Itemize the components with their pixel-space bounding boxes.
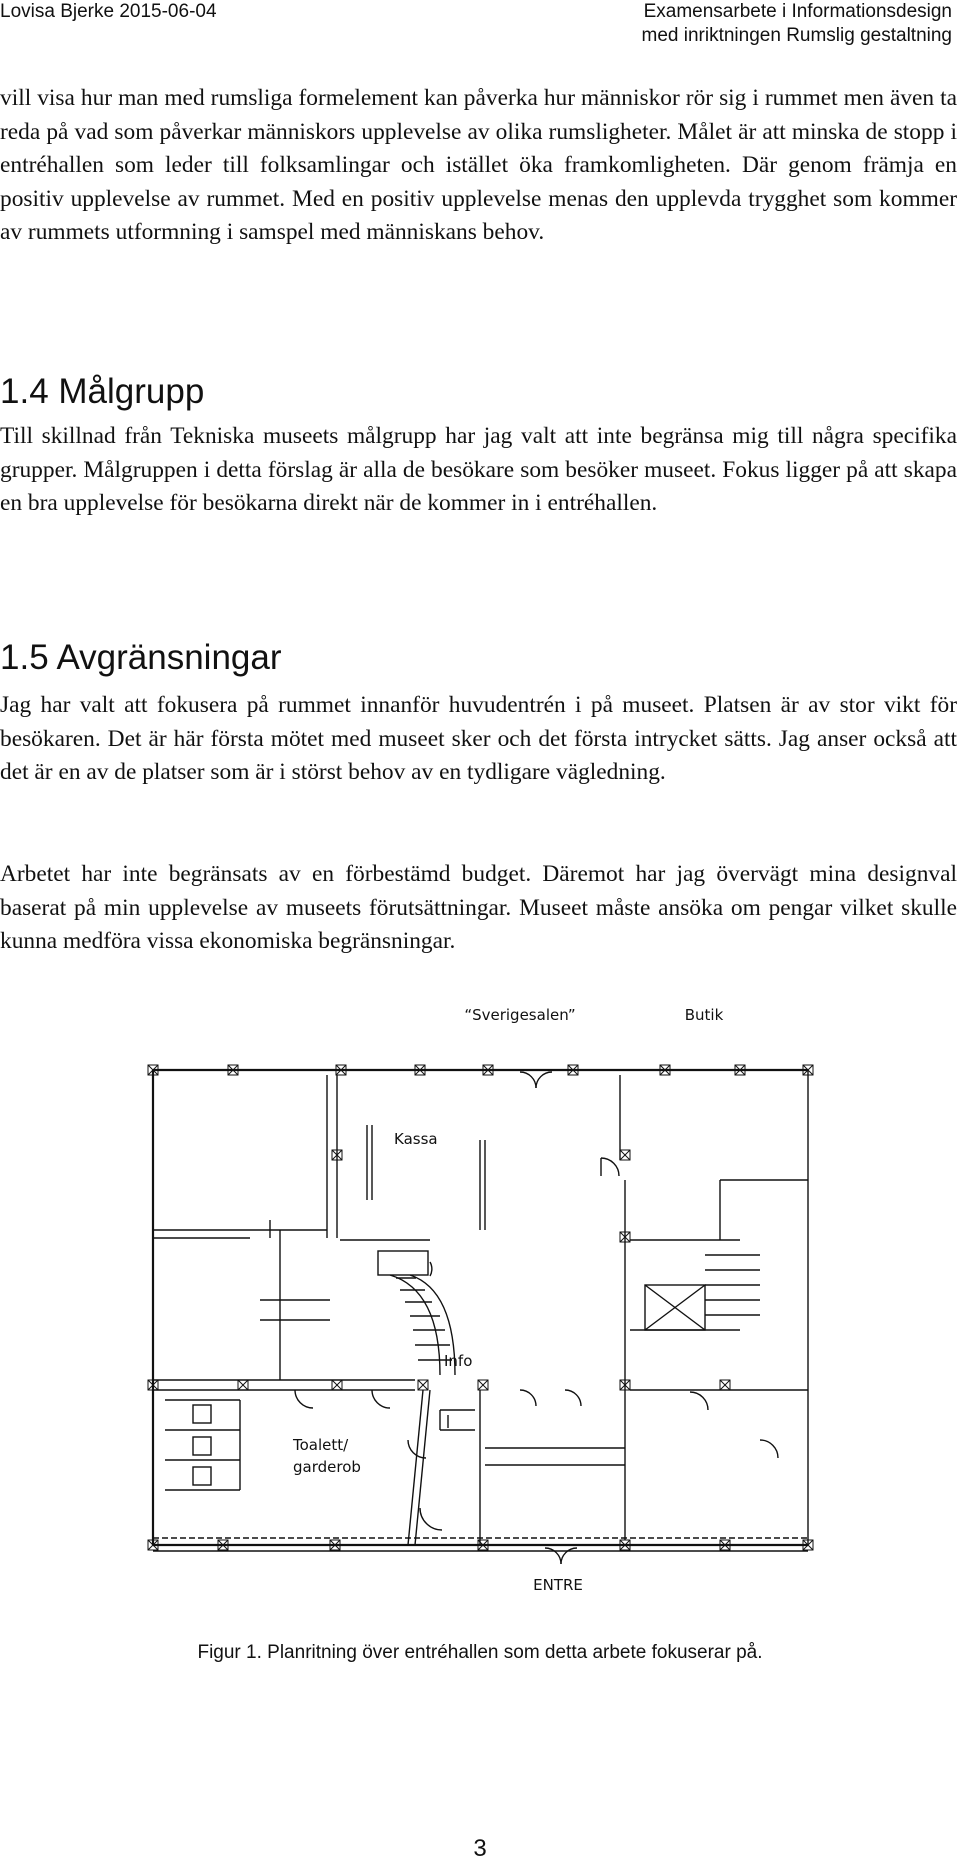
intro-paragraph: vill visa hur man med rumsliga formelement kan påverka hur människor rör sig i rummet men även ta reda på vad som påverkar människors upplevelse av olika rumsligheter. Målet är att minska de stopp i entréhallen som leder till folksamlingar och istället öka framkomligheten. Där genom främja en positiv upplevelse av rummet. Med en positiv upplevelse menas den upplevda trygghet som kommer av rummets utformning i samspel med människans behov.	[0, 85, 957, 245]
plan-label-entre: ENTRE	[533, 1576, 583, 1594]
plan-label-garderob: garderob	[293, 1458, 361, 1476]
header-author-date: Lovisa Bjerke 2015-06-04	[0, 1, 217, 22]
plan-label-kassa: Kassa	[394, 1130, 438, 1148]
header-thesis-line-1: Examensarbete i Informationsdesign	[643, 1, 952, 22]
section-heading-malgrupp: 1.4 Målgrupp	[0, 372, 205, 411]
page-number: 3	[473, 1835, 487, 1862]
plan-label-toalett: Toalett/	[293, 1436, 349, 1454]
figure-caption: Figur 1. Planritning över entréhallen som detta arbete fokuserar på.	[197, 1642, 763, 1663]
malgrupp-paragraph: Till skillnad från Tekniska museets målgrupp har jag valt att inte begränsa mig till några specifika grupper. Målgruppen i detta förslag är alla de besökare som besöker museet. Fokus ligger på att skapa en bra upplevelse för besökarna direkt när de kommer in i entréhallen.	[0, 423, 957, 516]
plan-label-sverigesalen: “Sverigesalen”	[464, 1006, 576, 1024]
section-heading-avgransningar: 1.5 Avgränsningar	[0, 638, 282, 677]
header-thesis-line-2: med inriktningen Rumslig gestaltning	[641, 25, 952, 46]
plan-label-info: Info	[444, 1352, 473, 1370]
avgransningar-paragraph-2: Arbetet har inte begränsats av en förbestämd budget. Däremot har jag övervägt mina designval baserat på min upplevelse av museets förutsättningar. Museet måste ansöka om pengar vilket skulle kunna medföra vissa ekonomiska begränsningar.	[0, 861, 957, 954]
plan-label-butik: Butik	[684, 1006, 724, 1024]
avgransningar-paragraph-1: Jag har valt att fokusera på rummet innanför huvudentrén i på museet. Platsen är av stor vikt för besökaren. Det är här första mötet med museet sker och det första intrycket sätts. Jag anser också att det är en av de platser som är i störst behov av en tydligare vägledning.	[0, 692, 957, 785]
